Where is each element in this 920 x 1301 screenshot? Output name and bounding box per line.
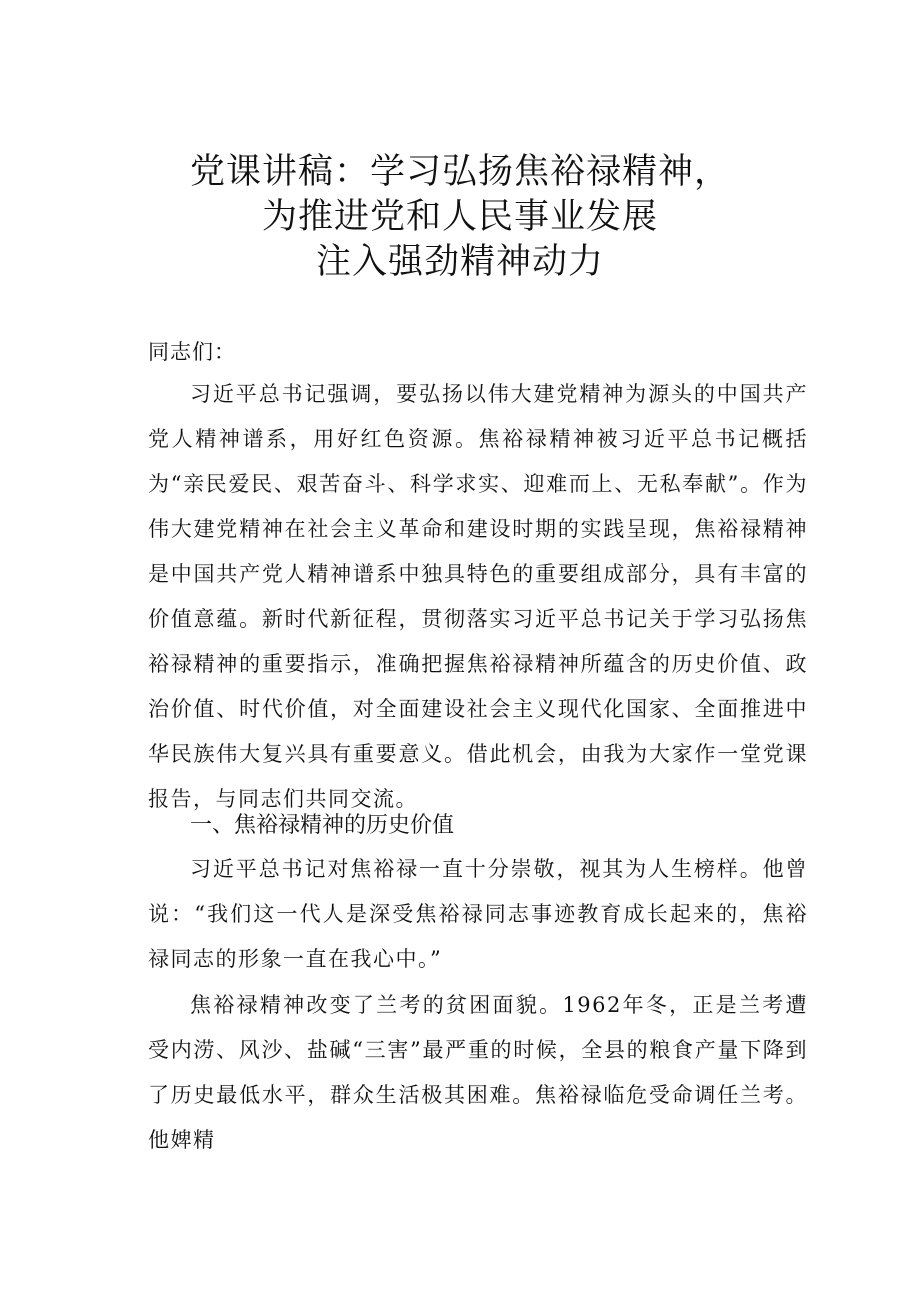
salutation: 同志们：: [148, 340, 236, 364]
title-line-3: 注入强劲精神动力: [315, 242, 604, 282]
paragraph-intro: 习近平总书记强调，要弘扬以伟大建党精神为源头的中国共产党人精神谱系，用好红色资源。焦裕禄精神被习近平总书记概括为“亲民爱民、艰苦奋斗、科学求实、迎难而上、无私奉献”。作为伟大建党精神在社会主义革命和建设时期的实践呈现，焦裕禄精神是中国共产党人精神谱系中独具特色的重要组成部分，具有丰富的价值意蕴。新时代新征程，贯彻落实习近平总书记关于学习弘扬焦裕禄精神的重要指示，准确把握焦裕禄精神所蕴含的历史价值、政治价值、时代价值，对全面建设社会主义现代化国家、全面推进中华民族伟大复兴具有重要意义。借此机会，由我为大家作一堂党课报告，与同志们共同交流。: [148, 382, 808, 811]
section-heading: 一、焦裕禄精神的历史价值: [190, 813, 455, 838]
title-line-2: 为推进党和人民事业发展: [261, 197, 658, 237]
paragraph-lankao: 焦裕禄精神改变了兰考的贫困面貌。1962年冬，正是兰考遭受内涝、风沙、盐碱“三害”最严重的时候，全县的粮食产量下降到了历史最低水平，群众生活极其困难。焦裕禄临危受命调任兰考。他婢精: [148, 993, 808, 1152]
document-title: [120, 150, 800, 285]
paragraph-quote: 习近平总书记对焦裕禄一直十分崇敬，视其为人生榜样。他曾说：“我们这一代人是深受焦裕禄同志事迹教育成长起来的，焦裕禄同志的形象一直在我心中。”: [148, 857, 808, 971]
title-line-1: 党课讲稿：学习弘扬焦裕禄精神，: [189, 152, 730, 192]
